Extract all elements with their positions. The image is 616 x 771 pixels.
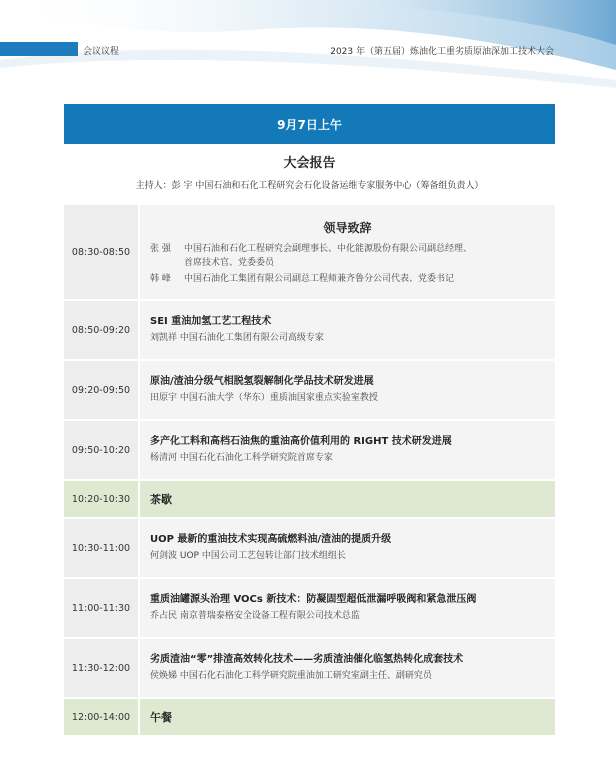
row-time: 12:00-14:00: [64, 699, 138, 735]
row-time: 10:30-11:00: [64, 519, 138, 577]
agenda-row-break: [64, 699, 555, 735]
talk-speaker: 乔占民 南京普瑞泰格安全设备工程有限公司技术总监: [150, 611, 360, 621]
person-desc-line: 中国石油和石化工程研究会副理事长、中化能源股份有限公司副总经理、: [184, 243, 473, 254]
agenda-row: [64, 519, 555, 577]
row-time: 08:30-08:50: [64, 205, 138, 299]
person-desc: [184, 242, 545, 270]
person-desc: 中国石油化工集团有限公司副总工程师兼齐鲁分公司代表、党委书记: [184, 273, 455, 284]
talk-speaker: 田原宇 中国石油大学（华东）重质油国家重点实验室教授: [150, 393, 378, 403]
header-conference-title: 2023 年（第五届）炼油化工重劣质原油深加工技术大会: [330, 47, 554, 57]
opening-title: 领导致辞: [323, 220, 372, 235]
talk-title: UOP 最新的重油技术实现高硫燃料油/渣油的提质升级: [150, 534, 392, 545]
person-desc-line: 首席技术官、党委委员: [184, 257, 275, 268]
person-name: 张 强: [150, 243, 171, 254]
row-content: [140, 421, 555, 479]
row-content: [140, 205, 555, 299]
agenda-row: [64, 421, 555, 479]
talk-title: 劣质渣油“零”排渣高效转化技术——劣质渣油催化临氢热转化成套技术: [150, 654, 464, 665]
person-name: 韩 峰: [150, 273, 171, 284]
row-content: [140, 639, 555, 697]
person-entry: [150, 242, 545, 270]
talk-title: 原油/渣油分级气相脱氢裂解制化学品技术研发进展: [150, 376, 374, 387]
row-content: [140, 361, 555, 419]
talk-speaker: 刘凯祥 中国石油化工集团有限公司高级专家: [150, 333, 324, 343]
row-time: 10:20-10:30: [64, 481, 138, 517]
row-content: [140, 699, 555, 735]
row-content: [140, 579, 555, 637]
talk-title: 多产化工料和高档石油焦的重油高价值利用的 RIGHT 技术研发进展: [150, 436, 452, 447]
row-time: 11:30-12:00: [64, 639, 138, 697]
talk-speaker: 侯焕娣 中国石化石油化工科学研究院重油加工研究室副主任、副研究员: [150, 671, 432, 681]
agenda-row: [64, 639, 555, 697]
row-content: [140, 519, 555, 577]
agenda-row: [64, 301, 555, 359]
row-time: 08:50-09:20: [64, 301, 138, 359]
row-time: 11:00-11:30: [64, 579, 138, 637]
section-title: 大会报告: [283, 156, 336, 171]
row-time: 09:50-10:20: [64, 421, 138, 479]
agenda-table: [64, 205, 555, 737]
row-content: [140, 481, 555, 517]
person-entry: [150, 272, 545, 286]
row-time: 09:20-09:50: [64, 361, 138, 419]
host-line: 主持人：彭 宇 中国石油和石化工程研究会石化设备运维专家服务中心（筹备组负责人）: [135, 181, 484, 191]
day-banner: 9月7日上午: [64, 104, 555, 144]
break-title: 午餐: [150, 711, 172, 724]
break-title: 茶歇: [150, 493, 172, 506]
talk-speaker: 杨清河 中国石化石油化工科学研究院首席专家: [150, 453, 333, 463]
header-section-label: 会议议程: [83, 47, 120, 57]
row-content: [140, 301, 555, 359]
agenda-row: [64, 579, 555, 637]
header-accent-bar: [0, 42, 78, 56]
talk-speaker: 何剑波 UOP 中国公司工艺包转让部门技术组组长: [150, 551, 346, 561]
talk-title: 重质油罐源头治理 VOCs 新技术：防凝固型超低泄漏呼吸阀和紧急泄压阀: [150, 594, 477, 605]
agenda-row: [64, 361, 555, 419]
talk-title: SEI 重油加氢工艺工程技术: [150, 316, 272, 327]
agenda-row-break: [64, 481, 555, 517]
agenda-row-opening: [64, 205, 555, 299]
